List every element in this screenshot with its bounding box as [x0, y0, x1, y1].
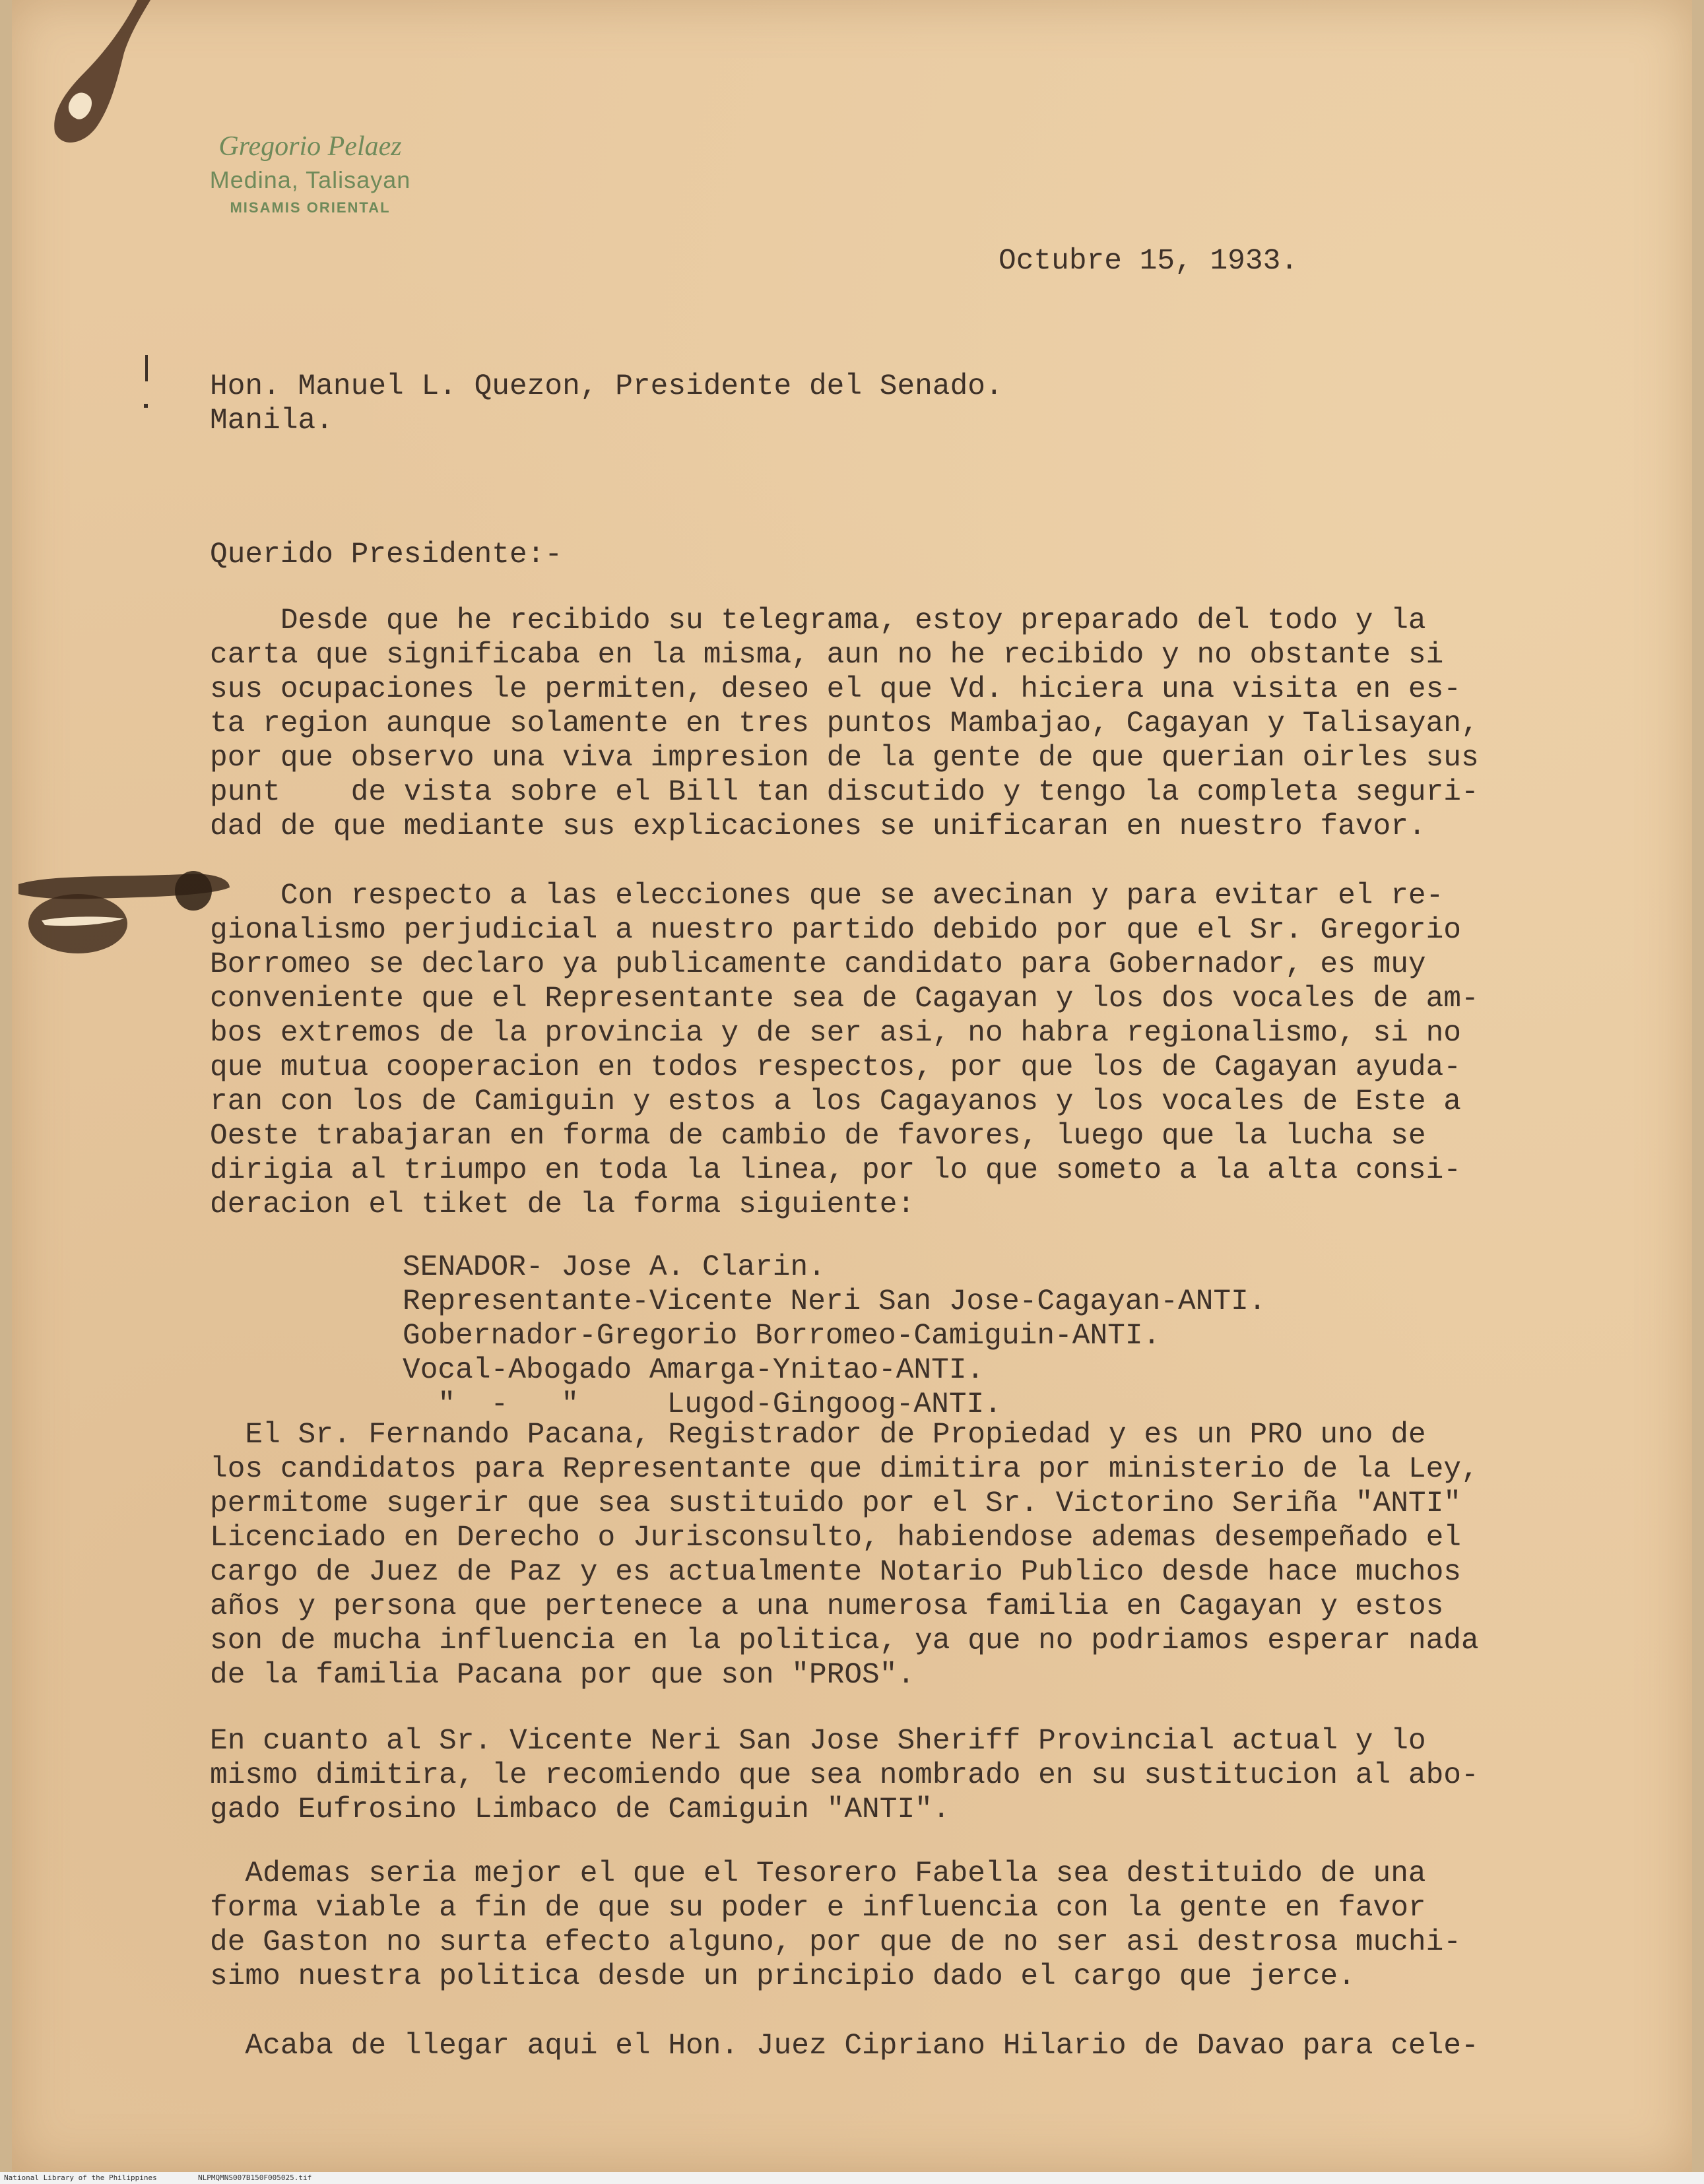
footer-archive: National Library of the Philippines: [4, 2173, 157, 2182]
paragraph-6: Acaba de llegar aqui el Hon. Juez Cipriano Hilario de Davao para cele-: [210, 2030, 1479, 2063]
letter-page: [12, 0, 1692, 2172]
letterhead: [165, 129, 455, 219]
paragraph-3: El Sr. Fernando Pacana, Registrador de Propiedad y es un PRO uno de los candidatos para Representante que dimitira por ministerio de la Ley, permitome sugerir que sea sustituido por el Sr. Victorino Seriña "ANTI" Licenciado en Derecho o Jurisconsulto, habiendose ademas desempeñado el cargo de Juez de Paz y es actualmente Notario Publico desde hace muchos años y persona que pertenece a una numerosa familia en Cagayan y estos son de mucha influencia en la politica, ya que no podriamos esperar nada de la familia Pacana por que son "PROS".: [210, 1419, 1479, 1692]
letterhead-name: Gregorio Pelaez: [218, 131, 402, 162]
ink-mark-margin: [137, 350, 157, 422]
archive-footer: [0, 2172, 1704, 2184]
letterhead-province: MISAMIS ORIENTAL: [230, 199, 391, 216]
paragraph-4: En cuanto al Sr. Vicente Neri San Jose Sheriff Provincial actual y lo mismo dimitira, le recomiendo que sea nombrado en su sustitucion al abo- gado Eufrosino Limbaco de Camiguin "ANTI".: [210, 1725, 1479, 1826]
paragraph-1: Desde que he recibido su telegrama, estoy preparado del todo y la carta que significaba en la misma, aun no he recibido y no obstante si sus ocupaciones le permiten, deseo el que Vd. hiciera una visita en es- ta region aunque solamente en tres puntos Mambajao, Cagayan y Talisayan, por que observo una viva impresion de la gente de que querian oirles sus punt de vista sobre el Bill tan discutido y tengo la completa seguri- dad de que mediante sus explicaciones se unificaran en nuestro favor.: [210, 604, 1479, 843]
letterhead-place: Medina, Talisayan: [209, 166, 411, 193]
burn-stain-top-left: [25, 0, 157, 158]
ticket-list: SENADOR- Jose A. Clarin. Representante-Vicente Neri San Jose-Cagayan-ANTI. Gobernador-Gregorio Borromeo-Camiguin-ANTI. Vocal-Abogado Amarga-Ynitao-ANTI. " - " Lugod-Gingoog-ANTI.: [403, 1251, 1266, 1421]
paragraph-2: Con respecto a las elecciones que se avecinan y para evitar el re- gionalismo perjudicial a nuestro partido debido por que el Sr. Gregorio Borromeo se declaro ya publicamente candidato para Gobernador, es muy conveniente que el Representante sea de Cagayan y los dos vocales de am- bos extremos de la provincia y de ser asi, no habra regionalismo, si no que mutua cooperacion en todos respectos, por que los de Cagayan ayuda- ran con los de Camiguin y estos a los Cagayanos y los vocales de Este a Oeste trabajaran en forma de cambio de favores, luego que la lucha se dirigia al triumpo en toda la linea, por lo que someto a la alta consi- deracion el tiket de la forma siguiente:: [210, 880, 1479, 1221]
addressee: Hon. Manuel L. Quezon, Presidente del Senado. Manila.: [210, 370, 1003, 437]
letter-date: Octubre 15, 1933.: [999, 245, 1298, 278]
footer-file-id: NLPMQMNS007B150F005025.tif: [198, 2173, 312, 2182]
paragraph-5: Ademas seria mejor el que el Tesorero Fabella sea destituido de una forma viable a fin de que su poder e influencia con la gente en favor de Gaston no surta efecto alguno, por que de no ser asi destrosa muchi- simo nuestra politica desde un principio dado el cargo que jerce.: [210, 1857, 1462, 1993]
salutation: Querido Presidente:-: [210, 538, 563, 571]
